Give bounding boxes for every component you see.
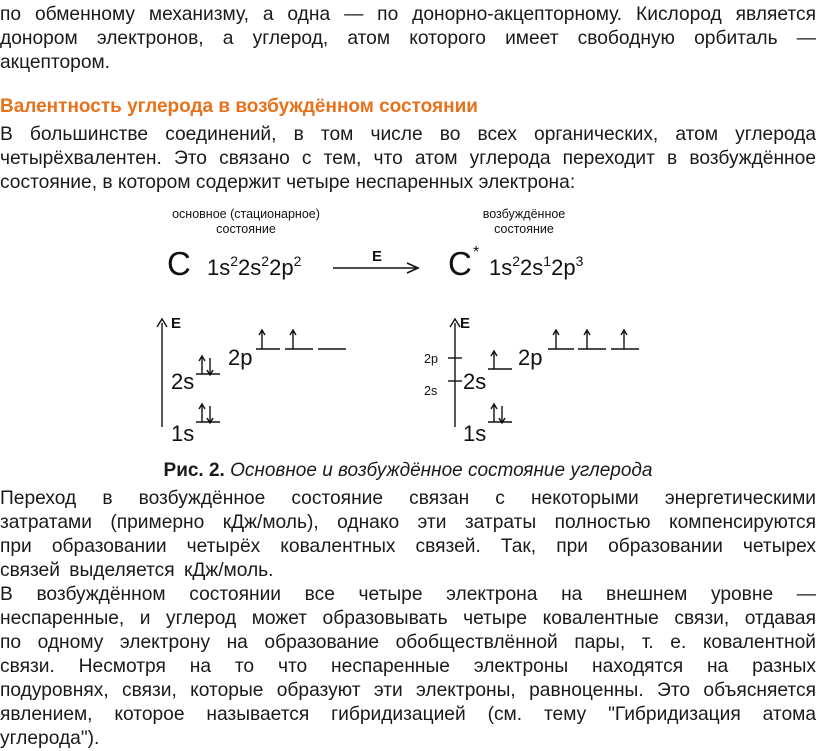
excited-state-label-1: возбуждённое bbox=[482, 207, 566, 221]
excited-energy-axis-label: E bbox=[460, 315, 471, 332]
excited-2p-exp: 3 bbox=[575, 253, 584, 269]
excited-side-label-2s: 2s bbox=[424, 384, 438, 398]
excited-2s-label: 2s bbox=[463, 369, 487, 394]
carbon-orbital-diagram bbox=[0, 195, 816, 450]
intro-line-3: акцептором. bbox=[0, 52, 111, 73]
excited-mark: * bbox=[473, 244, 480, 261]
ground-1s-label: 1s bbox=[171, 421, 195, 446]
excited-configuration bbox=[489, 253, 584, 280]
caption-label: Рис. 2. bbox=[163, 460, 225, 481]
p2-line-3: при образовании четырёх ковалентных связей. Так, при образовании четырех bbox=[0, 536, 816, 557]
excited-side-label-2p: 2p bbox=[424, 352, 438, 366]
ground-2s-label: 2s bbox=[171, 369, 195, 394]
ground-energy-axis-label: E bbox=[171, 315, 182, 332]
excited-2s-exp: 1 bbox=[543, 253, 552, 269]
ground-2s-exp: 2 bbox=[261, 253, 270, 269]
p3-line-6: явлением, которое называется гибридизацией (см. тему "Гибридизация атома bbox=[0, 704, 816, 725]
caption-text: Основное и возбуждённое состояние углерода bbox=[230, 460, 653, 481]
excited-2p: 2p bbox=[551, 255, 576, 280]
ground-1s: 1s bbox=[207, 255, 231, 280]
excited-state-label-2: состояние bbox=[494, 222, 554, 236]
p1-line-3: состояние, в котором содержит четыре неспаренных электрона: bbox=[0, 172, 576, 193]
excited-1s-label: 1s bbox=[463, 421, 487, 446]
p3-line-3: по одному электрону на образование обобществлённой пары, т. е. ковалентной bbox=[0, 632, 816, 653]
ground-2p-label: 2p bbox=[228, 345, 253, 370]
section-heading: Валентность углерода в возбуждённом состоянии bbox=[0, 96, 478, 117]
p3-line-7: углерода"). bbox=[0, 728, 100, 749]
p2-line-1: Переход в возбуждённое состояние связан с некоторыми энергетическими bbox=[0, 488, 816, 509]
ground-2p: 2p bbox=[269, 255, 294, 280]
excited-1s: 1s bbox=[489, 255, 513, 280]
p1-line-1: В большинстве соединений, в том числе во всех органических, атом углерода bbox=[0, 124, 816, 145]
excited-2p-label: 2p bbox=[518, 345, 543, 370]
excited-carbon-symbol: C bbox=[448, 245, 472, 282]
p1-line-2: четырёхвалентен. Это связано с тем, что атом углерода переходит в возбуждённое bbox=[0, 148, 816, 169]
carbon-symbol: C bbox=[167, 245, 191, 282]
ground-configuration bbox=[207, 253, 302, 280]
excited-1s-exp: 2 bbox=[512, 253, 521, 269]
ground-state-label-1: основное (стационарное) bbox=[172, 207, 320, 221]
ground-2s: 2s bbox=[238, 255, 262, 280]
ground-state-label-2: состояние bbox=[216, 222, 276, 236]
intro-line-2: донором электронов, а углерод, атом которого имеет свободную орбиталь — bbox=[0, 28, 816, 49]
figure-caption bbox=[0, 460, 816, 482]
ground-1s-exp: 2 bbox=[230, 253, 239, 269]
excited-2s: 2s bbox=[520, 255, 544, 280]
intro-line-1: по обменному механизму, а одна — по донорно-акцепторному. Кислород является bbox=[0, 4, 816, 25]
ground-2p-exp: 2 bbox=[293, 253, 302, 269]
p2-line-2: затратами (примерно кДж/моль), однако эти затраты полностью компенсируются bbox=[0, 512, 816, 533]
p3-line-2: неспаренные, и углерод может образовывать четыре ковалентные связи, отдавая bbox=[0, 608, 816, 629]
p3-line-4: связи. Несмотря на то что неспаренные электроны находятся на разных bbox=[0, 656, 816, 677]
p2-line-4: связей выделяется кДж/моль. bbox=[0, 560, 274, 581]
p3-line-1: В возбуждённом состоянии все четыре электрона на внешнем уровне — bbox=[0, 584, 816, 605]
p3-line-5: подуровнях, связи, которые образуют эти электроны, равноценны. Это объясняется bbox=[0, 680, 816, 701]
transition-energy-label: E bbox=[371, 248, 383, 265]
